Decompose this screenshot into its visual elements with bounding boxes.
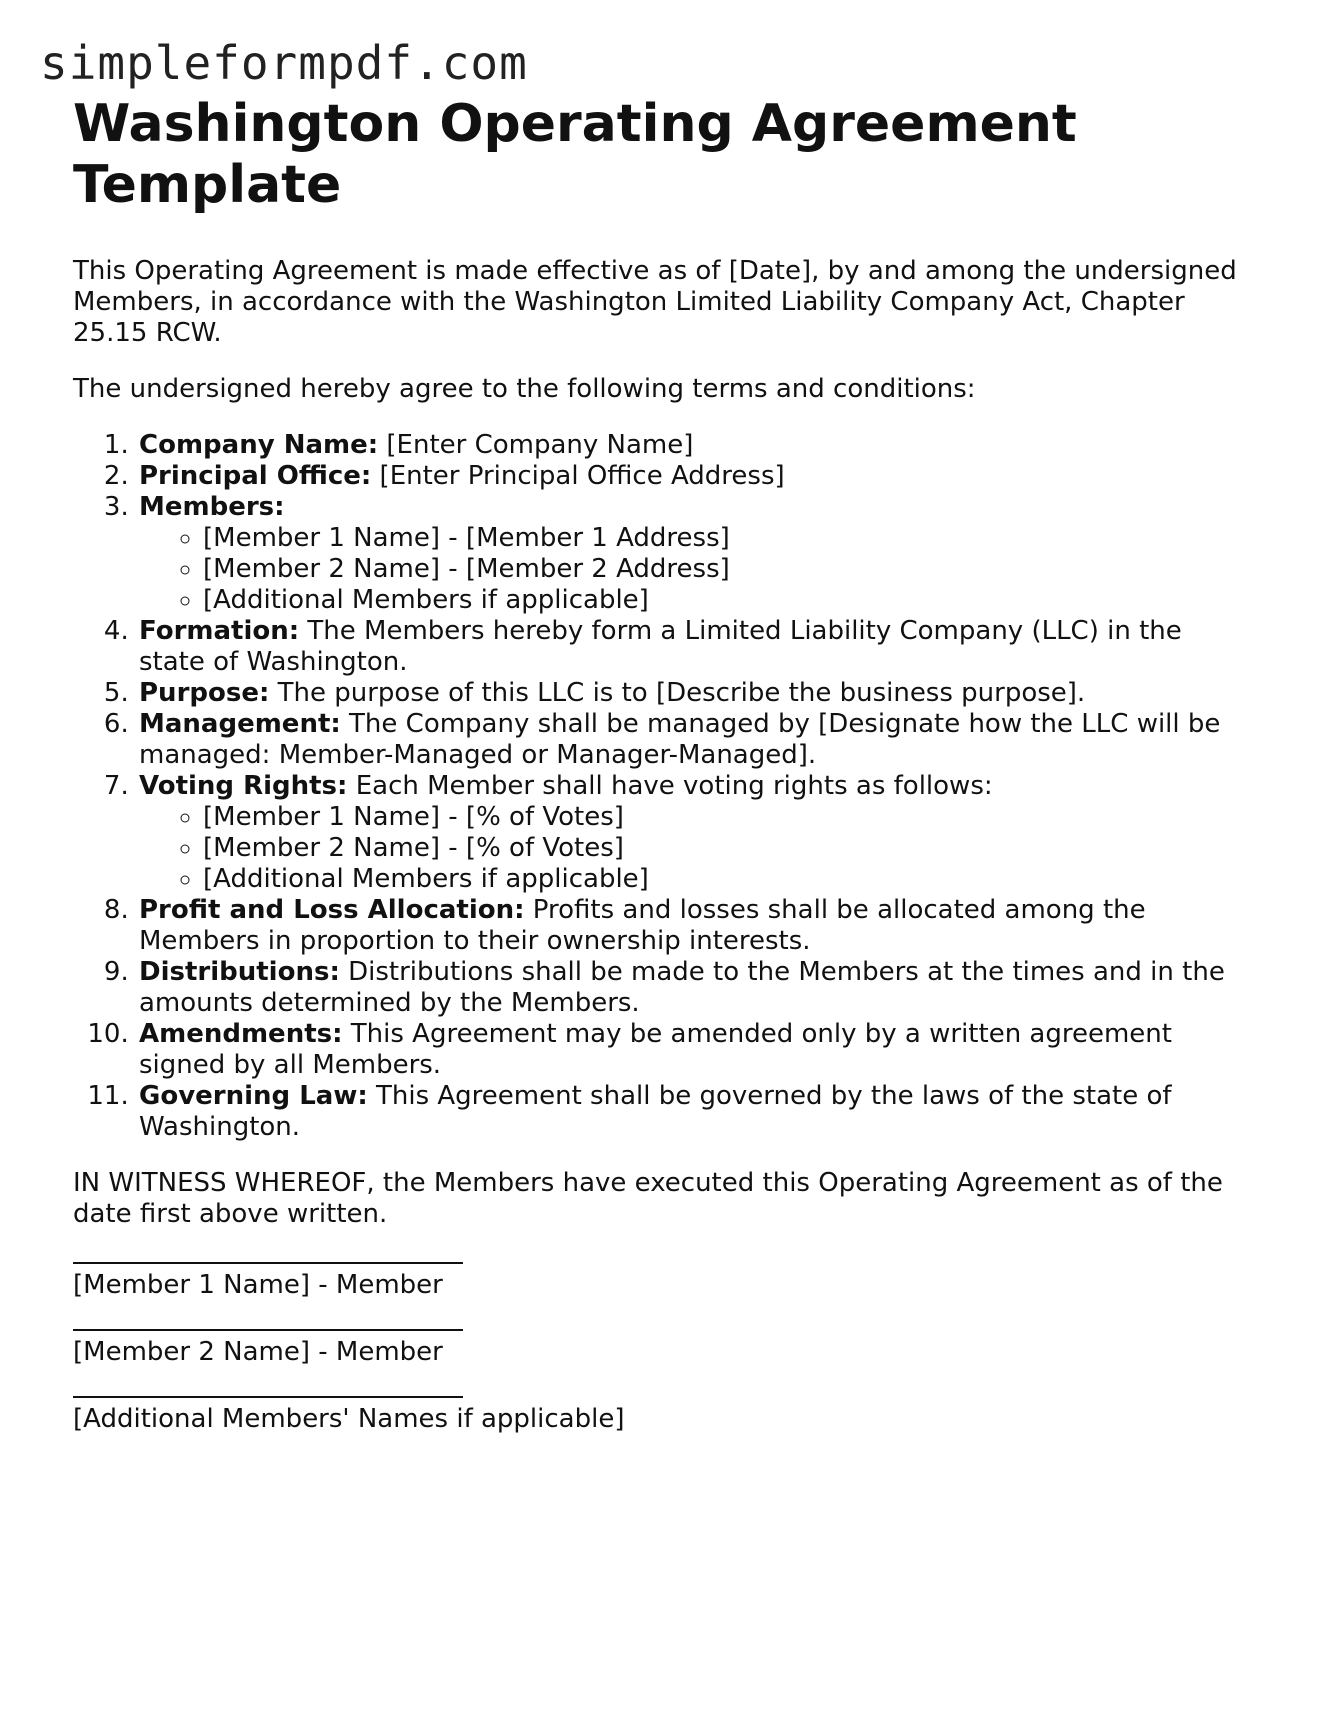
- intro-paragraph: This Operating Agreement is made effective as of [Date], by and among the undersigned Members, in accordance with the Washington Limited Liability Company Act, Chapter 25.15 RCW.: [73, 256, 1237, 348]
- witness-paragraph: IN WITNESS WHEREOF, the Members have executed this Operating Agreement as of the date first above written.: [73, 1168, 1223, 1229]
- term-item: [137, 430, 1253, 461]
- term-item: [137, 492, 1253, 616]
- signature-line: [73, 1262, 463, 1264]
- sublist-item: ◦ [Member 2 Name] - [Member 2 Address]: [203, 554, 1253, 585]
- signature-line: [73, 1329, 463, 1331]
- sublist-item: ◦ [Member 1 Name] - [% of Votes]: [203, 802, 1253, 833]
- term-label: Profit and Loss Allocation:: [139, 895, 525, 925]
- term-item: [137, 1019, 1253, 1081]
- sublist-item: ◦ [Member 2 Name] - [% of Votes]: [203, 833, 1253, 864]
- signature-name: [Additional Members' Names if applicable]: [73, 1404, 625, 1434]
- signature-entry: [73, 1329, 1253, 1368]
- term-text: This Agreement may be amended only by a written agreement signed by all Members.: [139, 1019, 1172, 1080]
- term-item: [137, 616, 1253, 678]
- term-item: [137, 461, 1253, 492]
- term-label: Amendments:: [139, 1019, 343, 1049]
- voting-sublist: [139, 802, 1253, 895]
- term-text: Distributions shall be made to the Members at the times and in the amounts determined by the Members.: [139, 957, 1225, 1018]
- term-item: [137, 895, 1253, 957]
- members-sublist: [139, 523, 1253, 616]
- term-label: Voting Rights:: [139, 771, 348, 801]
- signature-line: [73, 1396, 463, 1398]
- signature-name: [Member 2 Name] - Member: [73, 1337, 443, 1367]
- term-label: Formation:: [139, 616, 300, 646]
- term-label: Principal Office:: [139, 461, 372, 491]
- term-text: This Agreement shall be governed by the laws of the state of Washington.: [139, 1081, 1172, 1142]
- term-item: [137, 771, 1253, 895]
- sublist-item: ◦ [Additional Members if applicable]: [203, 864, 1253, 895]
- term-item: [137, 678, 1253, 709]
- sublist-item: ◦ [Member 1 Name] - [Member 1 Address]: [203, 523, 1253, 554]
- watermark-text: simpleformpdf.com: [40, 36, 528, 90]
- term-item: [137, 709, 1253, 771]
- document-page: [73, 94, 1253, 1463]
- term-text: Profits and losses shall be allocated among the Members in proportion to their ownership interests.: [139, 895, 1146, 956]
- signature-entry: [73, 1262, 1253, 1301]
- term-text: The purpose of this LLC is to [Describe the business purpose].: [269, 678, 1086, 708]
- term-label: Members:: [139, 492, 285, 522]
- term-item: [137, 957, 1253, 1019]
- term-text: Each Member shall have voting rights as follows:: [347, 771, 993, 801]
- term-label: Governing Law:: [139, 1081, 368, 1111]
- signature-name: [Member 1 Name] - Member: [73, 1270, 443, 1300]
- term-text: [Enter Principal Office Address]: [371, 461, 785, 491]
- document-title: Washington Operating Agreement Template: [73, 94, 1077, 215]
- terms-list: [73, 430, 1253, 1143]
- term-label: Distributions:: [139, 957, 340, 987]
- signature-entry: [73, 1396, 1253, 1435]
- signature-block: [73, 1262, 1253, 1435]
- term-text: [Enter Company Name]: [378, 430, 694, 460]
- lead-paragraph: The undersigned hereby agree to the following terms and conditions:: [73, 374, 976, 404]
- term-item: [137, 1081, 1253, 1143]
- term-label: Company Name:: [139, 430, 379, 460]
- term-text: The Company shall be managed by [Designate how the LLC will be managed: Member-Managed or Manager-Managed].: [139, 709, 1221, 770]
- sublist-item: ◦ [Additional Members if applicable]: [203, 585, 1253, 616]
- term-label: Management:: [139, 709, 341, 739]
- term-text: The Members hereby form a Limited Liability Company (LLC) in the state of Washington.: [139, 616, 1182, 677]
- term-label: Purpose:: [139, 678, 270, 708]
